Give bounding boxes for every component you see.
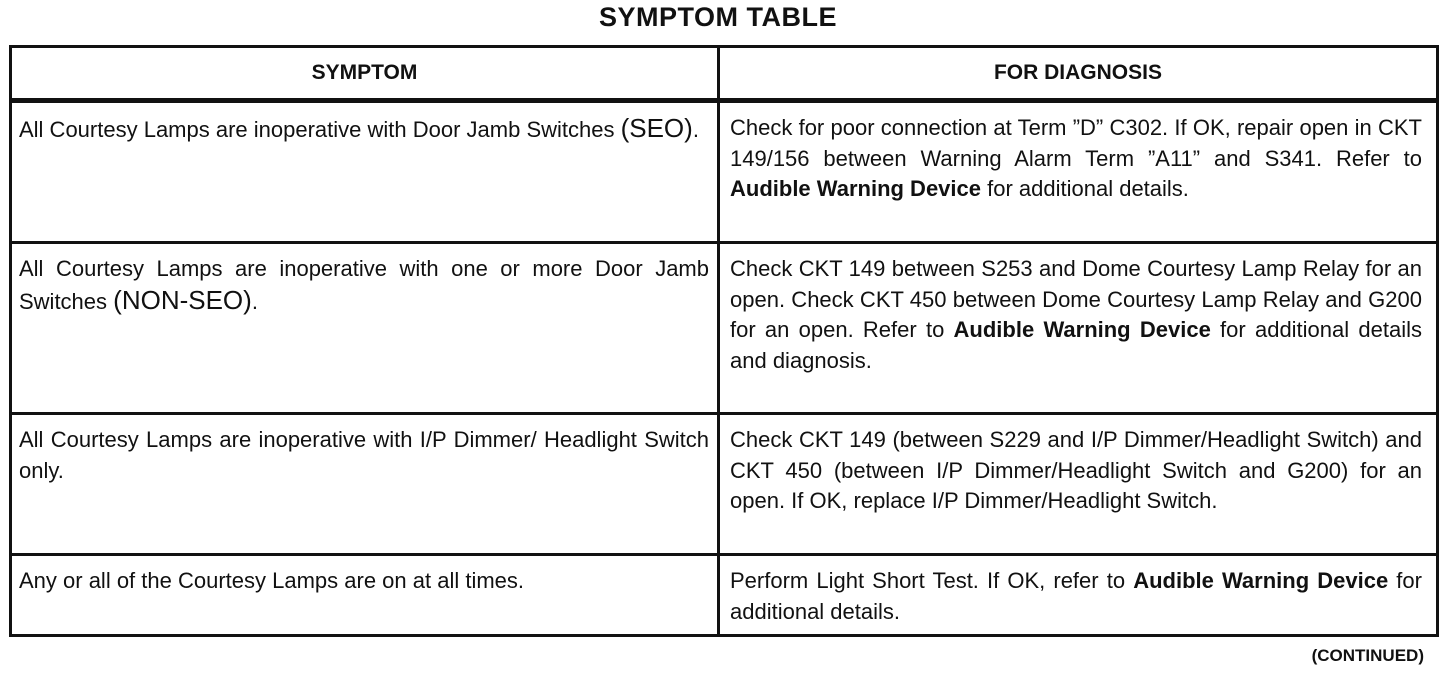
diagnosis-text: Check for poor connection at Term ”D” C302. If OK, repair open in CKT 149/156 between Warning Alarm Term ”A11” and S341. Refer to [730,115,1422,171]
symptom-cell [11,414,719,555]
diagnosis-reference: Audible Warning Device [730,176,982,201]
table-row [11,243,1438,414]
diagnosis-cell [719,243,1438,414]
diagnosis-end: for additional details. [730,568,1422,624]
diagnosis-cell [719,555,1438,636]
symptom-table [9,45,1439,637]
symptom-text: Any or all of the Courtesy Lamps are on at all times. [19,568,525,593]
diagnosis-cell [719,101,1438,243]
symptom-end: . [692,117,699,142]
diagnosis-reference: Audible Warning Device [1133,568,1389,593]
symptom-tag: (NON-SEO) [113,284,252,315]
continued-label: (CONTINUED) [1311,646,1424,665]
symptom-cell [11,101,719,243]
diagnosis-end: for additional details and diagnosis. [730,317,1422,373]
table-row [11,101,1438,243]
diagnosis-end: for additional details. [981,176,1189,201]
symptom-cell [11,243,719,414]
symptom-cell [11,555,719,636]
diagnosis-text: Check CKT 149 between S253 and Dome Courtesy Lamp Relay for an open. Check CKT 450 between Dome Courtesy Lamp Relay and G200 for an open. Refer to [730,256,1422,342]
symptom-end: . [251,288,258,314]
diagnosis-cell [719,414,1438,555]
symptom-text: All Courtesy Lamps are inoperative with one or more Door Jamb Switches [19,256,709,314]
diagnosis-text: Check CKT 149 (between S229 and I/P Dimmer/Headlight Switch) and CKT 450 (between I/P Dimmer/Headlight Switch and G200) for an open. If OK, replace I/P Dimmer/Headlight Switch. [730,427,1422,513]
table-row [11,555,1438,636]
header-diagnosis: FOR DIAGNOSIS [719,47,1438,101]
symptom-text: All Courtesy Lamps are inoperative with I/P Dimmer/ Headlight Switch only. [19,427,709,483]
table-row [11,414,1438,555]
diagnosis-reference: Audible Warning Device [953,317,1211,342]
table-header-row [11,47,1438,101]
symptom-tag: (SEO) [620,113,693,143]
diagnosis-text: Perform Light Short Test. If OK, refer to [730,568,1134,593]
header-symptom: SYMPTOM [11,47,719,101]
symptom-text: All Courtesy Lamps are inoperative with Door Jamb Switches [19,117,621,142]
page-title: SYMPTOM TABLE [598,2,837,32]
